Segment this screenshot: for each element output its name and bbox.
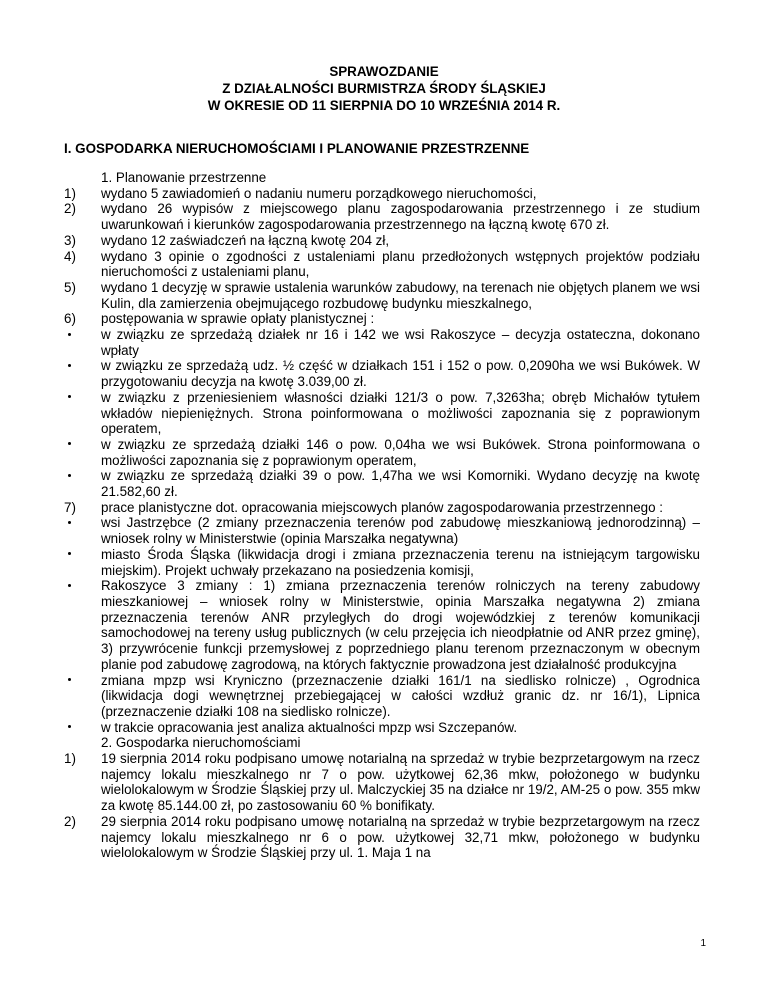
list-item: [64, 515, 700, 546]
list-number: 4): [64, 248, 76, 264]
list-number: 2): [64, 201, 76, 217]
list-item-text: w związku ze sprzedażą działki 146 o pow. 0,04ha we wsi Bukówek. Strona poinformowana o możliwości zapoznania się z poprawionym operatem,: [101, 436, 700, 468]
list-item-text: w związku ze sprzedażą działek nr 16 i 142 we wsi Rakoszyce – decyzja ostateczna, dokonano wpłaty: [101, 327, 700, 358]
list-item: [64, 358, 700, 389]
list-item: [64, 327, 700, 358]
list-number: 2): [64, 813, 76, 829]
document-body: [64, 170, 700, 861]
list-item-text: w związku ze sprzedażą działki 39 o pow. 1,47ha we wsi Komorniki. Wydano decyzję na kwotę 21.582,60 zł.: [101, 468, 700, 500]
list-item: [64, 390, 700, 437]
list-number: 1): [64, 751, 76, 767]
section-heading: I. GOSPODARKA NIERUCHOMOŚCIAMI I PLANOWANIE PRZESTRZENNE: [64, 141, 530, 156]
list-item-text: wydano 3 opinie o zgodności z ustaleniami planu przedłożonych wstępnych projektów podziału nieruchomości z ustaleniami planu,: [101, 248, 700, 280]
list-item: [64, 751, 700, 814]
list-item-text: zmiana mpzp wsi Kryniczno (przeznaczenie działki 161/1 na siedlisko rolnicze) , Ogrodnica (likwidacja dogi wewnętrznej przebiegającej w całości wzdłuż granic dz. nr 16/1), Lipnica (przeznaczenie działki 108 na siedlisko rolnicze).: [101, 672, 700, 719]
bullet-icon: [64, 673, 101, 720]
list-item-text: prace planistyczne dot. opracowania miejscowych planów zagospodarowania przestrzennego :: [101, 499, 663, 515]
list-item-text: Rakoszyce 3 zmiany : 1) zmiana przeznaczenia terenów rolniczych na tereny zabudowy mieszkaniowej – wniosek rolny w Ministerstwie, opinia Marszałka negatywna 2) zmiana przeznaczenia terenów ANR przyległych do drogi wojewódzkiej z terenów komunikacji samochodowej na tereny usług publicznych (w celu przejęcia ich nieodpłatnie od ANR przez gminę), 3) przywrócenie funkcji przemysłowej z poprzedniego planu terenom przeznaczonym w obecnym planie pod zabudowę zagrodową, na których faktycznie prowadzona jest działalność produkcyjna: [101, 578, 700, 672]
bullet-icon: [64, 358, 101, 389]
list-number: 1): [64, 185, 76, 201]
list-item: [64, 437, 700, 468]
list-item-text: w związku ze sprzedażą udz. ½ część w działkach 151 i 152 o pow. 0,2090ha we wsi Bukówek. W przygotowaniu decyzja na kwotę 3.039,00 zł.: [101, 358, 700, 390]
list-item: [64, 468, 700, 499]
list-item: [64, 311, 700, 327]
list-item-text: wydano 5 zawiadomień o nadaniu numeru porządkowego nieruchomości,: [101, 185, 537, 201]
bullet-icon: [64, 437, 101, 468]
list-item: [64, 249, 700, 280]
list-item: [64, 578, 700, 672]
list-item: [64, 814, 700, 861]
list-number: 5): [64, 279, 76, 295]
list-item: [64, 720, 700, 736]
list-item-text: wydano 12 zaświadczeń na łączną kwotę 204 zł,: [101, 232, 390, 248]
list-item-text: w trakcie opracowania jest analiza aktualności mpzp wsi Szczepanów.: [101, 719, 518, 735]
bullet-icon: [64, 515, 101, 546]
report-period: W OKRESIE OD 11 SIERPNIA DO 10 WRZEŚNIA 2014 R.: [207, 98, 561, 113]
page-number: 1: [700, 938, 706, 949]
bullet-icon: [64, 390, 101, 437]
list-item-text: wsi Jastrzębce (2 zmiany przeznaczenia terenów pod zabudowę mieszkaniową jednorodzinną) – wniosek rolny w Ministerstwie (opinia Marszałka negatywna): [101, 515, 700, 547]
list-item-text: wydano 1 decyzję w sprawie ustalenia warunków zabudowy, na terenach nie objętych planem we wsi Kulin, dla zamierzenia obejmującego rozbudowę budynku mieszkalnego,: [101, 279, 700, 311]
list-number: 7): [64, 499, 76, 515]
list-number: 6): [64, 311, 76, 327]
list-number: 3): [64, 232, 76, 248]
list-item-text: miasto Środa Śląska (likwidacja drogi i zmiana przeznaczenia terenu na istniejącym targowisku miejskim). Projekt uchwały przekazano na posiedzenia komisji,: [101, 546, 700, 578]
bullet-icon: [64, 327, 101, 358]
bullet-icon: [64, 547, 101, 578]
list-item: [64, 673, 700, 720]
list-item-text: 19 sierpnia 2014 roku podpisano umowę notarialną na sprzedaż w trybie bezprzetargowym na rzecz najemcy lokalu mieszkalnego nr 7 o pow. użytkowej 62,36 mkw, położonego w budynku wielolokalowym w Środzie Śląskiej przy ul. Malczyckiej 35 na działce nr 19/2, AM-25 o pow. 355 mkw za kwotę 85.144.00 zł, po zastosowaniu 60 % bonifikaty.: [101, 751, 700, 814]
list-item-text: wydano 26 wypisów z miejscowego planu zagospodarowania przestrzennego i ze studium uwarunkowań i kierunków zagospodarowania przestrzennego na łączną kwotę 670 zł.: [101, 201, 700, 233]
report-title: SPRAWOZDANIE: [329, 64, 439, 79]
list-item-text: postępowania w sprawie opłaty planistycznej :: [101, 311, 375, 327]
bullet-icon: [64, 468, 101, 499]
bullet-icon: [64, 720, 101, 736]
list-item: [64, 547, 700, 578]
list-item: [64, 233, 700, 249]
property-list: [64, 751, 700, 861]
list-item: [64, 500, 700, 516]
list-item-text: 29 sierpnia 2014 roku podpisano umowę notarialną na sprzedaż w trybie bezprzetargowym na rzecz najemcy lokalu mieszkalnego nr 6 o pow. użytkowej 32,71 mkw, położonego w budynku wielolokalowym w Środzie Śląskiej przy ul. 1. Maja 1 na: [101, 813, 700, 861]
planning-list: [64, 186, 700, 736]
subsection-heading-property: 2. Gospodarka nieruchomościami: [101, 735, 301, 751]
list-item: [64, 280, 700, 311]
report-subtitle: Z DZIAŁALNOŚCI BURMISTRZA ŚRODY ŚLĄSKIEJ: [222, 81, 546, 96]
bullet-icon: [64, 578, 101, 672]
subsection-heading-planning: 1. Planowanie przestrzenne: [101, 170, 267, 185]
list-item: [64, 186, 700, 202]
list-item: [64, 201, 700, 232]
list-item-text: w związku z przeniesieniem własności działki 121/3 o pow. 7,3263ha; obręb Michałów tytułem wkładów niepieniężnych. Strona poinformowana o możliwości zapoznania się z poprawionym operatem,: [101, 389, 700, 437]
